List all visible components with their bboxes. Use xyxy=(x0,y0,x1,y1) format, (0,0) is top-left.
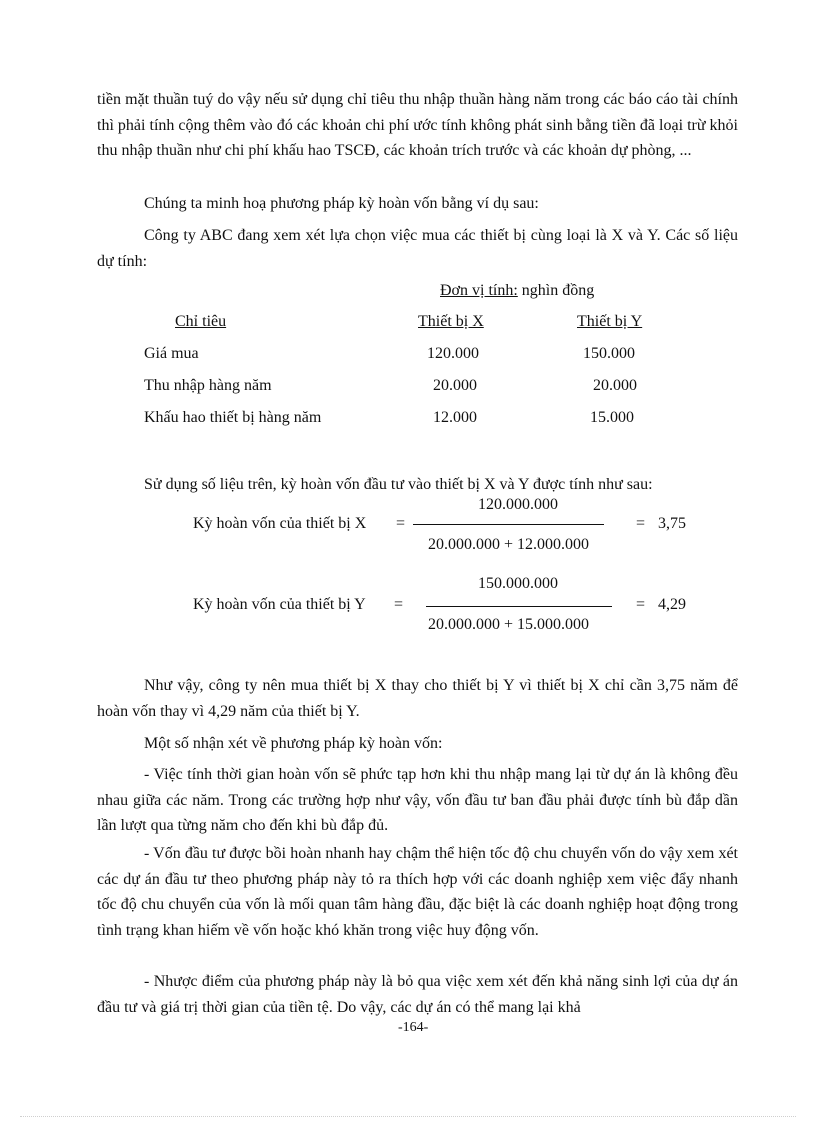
paragraph-conclusion: Như vậy, công ty nên mua thiết bị X thay cho thiết bị Y vì thiết bị X chỉ cần 3,75 năm để hoàn vốn thay vì 4,29 năm của thiết bị Y. xyxy=(97,677,738,720)
formula-numerator: 150.000.000 xyxy=(478,575,558,592)
formula-label: Kỳ hoàn vốn của thiết bị X xyxy=(193,515,367,532)
table-cell-value: 20.000 xyxy=(593,377,637,394)
paragraph-remark-3: - Nhược điểm của phương pháp này là bỏ qua việc xem xét đến khả năng sinh lợi của dự án đầu tư và giá trị thời gian của tiền tệ. Do vậy, các dự án có thể mang lại khả xyxy=(97,973,738,1016)
formula-result-equals: = xyxy=(636,596,646,613)
paragraph-company: Công ty ABC đang xem xét lựa chọn việc mua các thiết bị cùng loại là X và Y. Các số liệu dự tính: xyxy=(97,227,738,270)
formula-equals: = xyxy=(396,515,406,532)
formula-equals: = xyxy=(394,596,404,613)
page-bottom-border xyxy=(20,1116,796,1117)
table-header-indicator: Chỉ tiêu xyxy=(175,313,227,330)
table-cell-value: 20.000 xyxy=(433,377,477,394)
table-row-label: Thu nhập hàng năm xyxy=(144,377,272,394)
table-header-device-x: Thiết bị X xyxy=(418,313,484,330)
table-row-label: Khấu hao thiết bị hàng năm xyxy=(144,409,322,426)
table-cell-value: 120.000 xyxy=(427,345,479,362)
table-row-label: Giá mua xyxy=(144,345,199,362)
page-number: -164- xyxy=(398,1020,429,1035)
formula-label: Kỳ hoàn vốn của thiết bị Y xyxy=(193,596,366,613)
fraction-bar xyxy=(413,524,604,525)
paragraph-example-intro: Chúng ta minh hoạ phương pháp kỳ hoàn vốn bằng ví dụ sau: xyxy=(144,195,539,212)
table-cell-value: 15.000 xyxy=(590,409,634,426)
table-cell-value: 12.000 xyxy=(433,409,477,426)
paragraph-calculation: Sử dụng số liệu trên, kỳ hoàn vốn đầu tư vào thiết bị X và Y được tính như sau: xyxy=(144,476,653,493)
fraction-bar xyxy=(426,606,612,607)
formula-denominator: 20.000.000 + 12.000.000 xyxy=(428,536,590,553)
paragraph-remark-1: - Việc tính thời gian hoàn vốn sẽ phức tạp hơn khi thu nhập mang lại từ dự án là không đều nhau giữa các năm. Trong các trường hợp như vậy, vốn đầu tư ban đầu phải được tính bù đắp dần lần lượt qua từng năm cho đến khi bù đắp đủ. xyxy=(97,766,738,834)
table-header-device-y: Thiết bị Y xyxy=(577,313,643,330)
formula-result: 4,29 xyxy=(658,596,686,613)
paragraph-remark-2: - Vốn đầu tư được bồi hoàn nhanh hay chậm thể hiện tốc độ chu chuyển vốn do vậy xem xét các dự án đầu tư theo phương pháp này tỏ ra thích hợp với các doanh nghiệp xem việc đẩy nhanh tốc độ chu chuyển của vốn là mối quan tâm hàng đầu, đặc biệt là các doanh nghiệp hoạt động trong tình trạng khan hiếm về vốn hoặc khó khăn trong việc huy động vốn. xyxy=(97,845,738,939)
unit-label: Đơn vị tính: xyxy=(440,282,518,299)
paragraph-remarks-intro: Một số nhận xét về phương pháp kỳ hoàn vốn: xyxy=(144,735,443,752)
formula-denominator: 20.000.000 + 15.000.000 xyxy=(428,616,590,633)
table-cell-value: 150.000 xyxy=(583,345,635,362)
paragraph-intro: tiền mặt thuần tuý do vậy nếu sử dụng chỉ tiêu thu nhập thuần hàng năm trong các báo cáo tài chính thì phải tính cộng thêm vào đó các khoản chi phí ước tính không phát sinh bằng tiền đã loại trừ khỏi thu nhập thuần như chi phí khấu hao TSCĐ, các khoản trích trước và các khoản dự phòng, ... xyxy=(97,91,738,159)
formula-result-equals: = xyxy=(636,515,646,532)
unit-line xyxy=(440,281,594,301)
formula-result: 3,75 xyxy=(658,515,686,532)
unit-value: nghìn đồng xyxy=(517,282,595,299)
formula-numerator: 120.000.000 xyxy=(478,496,558,513)
